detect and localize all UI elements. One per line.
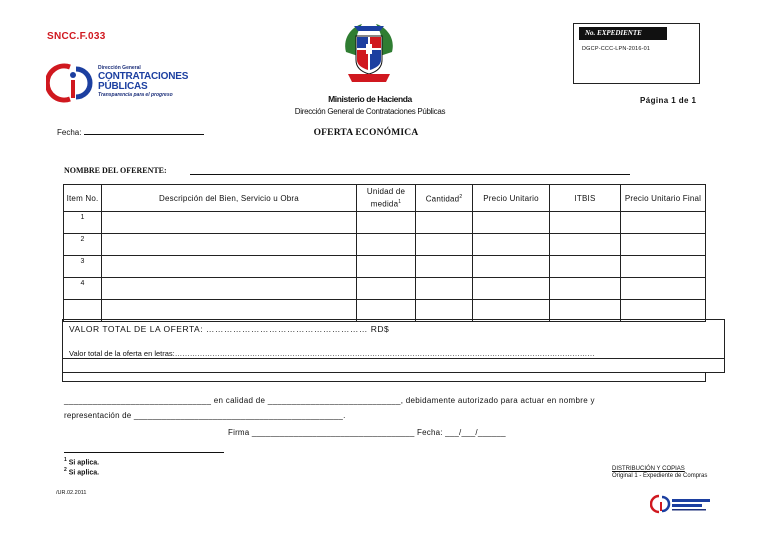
table-cell[interactable]: [102, 278, 357, 300]
fecha-label: Fecha:: [57, 128, 82, 137]
table-cell[interactable]: [550, 212, 621, 234]
table-cell[interactable]: [473, 278, 550, 300]
table-cell[interactable]: [102, 212, 357, 234]
table-cell[interactable]: [621, 256, 706, 278]
fecha-row: [57, 127, 204, 137]
table-row: [64, 278, 706, 300]
table-cell[interactable]: [357, 212, 416, 234]
table-cell[interactable]: [473, 256, 550, 278]
ministry-name: Ministerio de Hacienda: [328, 94, 412, 104]
table-cell[interactable]: [473, 234, 550, 256]
expediente-title: No. EXPEDIENTE: [579, 27, 667, 40]
item-number: 1: [64, 212, 102, 234]
table-cell[interactable]: [416, 256, 473, 278]
table-cell[interactable]: [416, 278, 473, 300]
oferente-label: NOMBRE DEL OFERENTE:: [64, 166, 167, 175]
table-cell[interactable]: [550, 234, 621, 256]
table-cell[interactable]: [550, 278, 621, 300]
distribution-line: Original 1 - Expediente de Compras: [612, 473, 708, 479]
table-row: [64, 256, 706, 278]
declaration-line-2: representación de _____________________________________________.: [64, 411, 346, 420]
table-cell[interactable]: [473, 212, 550, 234]
form-code: SNCC.F.033: [47, 31, 106, 42]
expediente-value: DGCP-CCC-LPN-2016-01: [582, 46, 651, 52]
total-box: [62, 319, 725, 373]
column-header: ITBIS: [550, 185, 621, 212]
table-row: [64, 212, 706, 234]
footnote-divider: [64, 452, 224, 453]
item-number: 4: [64, 278, 102, 300]
logo-line-contrataciones: CONTRATACIONES: [98, 71, 189, 82]
table-cell[interactable]: [102, 234, 357, 256]
table-cell[interactable]: [357, 256, 416, 278]
column-header: Precio Unitario: [473, 185, 550, 212]
total-letters-line: Valor total de la oferta en letras:……………………………………………………………………………………………………………………………………………………: [69, 349, 595, 358]
table-cell[interactable]: [416, 212, 473, 234]
table-header-row: [64, 185, 706, 212]
table-cell[interactable]: [416, 234, 473, 256]
document-title: OFERTA ECONÓMICA: [313, 128, 419, 138]
distribution-title: DISTRIBUCIÓN Y COPIAS: [612, 466, 685, 472]
item-number: 2: [64, 234, 102, 256]
table-cell[interactable]: [621, 234, 706, 256]
items-table: [63, 184, 706, 322]
logo-line-small: Dirección General: [98, 65, 141, 71]
total-value-line: VALOR TOTAL DE LA OFERTA: ……………………………………………… RD$: [69, 324, 390, 334]
item-number: 3: [64, 256, 102, 278]
dgcp-small-logo-icon: [650, 494, 714, 514]
column-header: Cantidad$^2$: [416, 185, 473, 212]
fecha-field[interactable]: [84, 127, 204, 135]
page-number: Página 1 de 1: [640, 96, 697, 105]
footnote-2: $^2$ Si aplica.: [64, 467, 100, 477]
table-row: [64, 234, 706, 256]
table-cell[interactable]: [621, 212, 706, 234]
signature-line: Firma ___________________________________ Fecha: ___/___/______: [228, 428, 506, 437]
oferente-field[interactable]: [190, 174, 630, 175]
blank-row: [62, 372, 706, 382]
dgcp-logo-icon: [46, 63, 98, 103]
table-cell[interactable]: [550, 256, 621, 278]
dgcp-logo: [46, 63, 189, 103]
column-header: Precio Unitario Final: [621, 185, 706, 212]
distribution-note: [612, 466, 707, 480]
expediente-box: [573, 23, 700, 84]
table-cell[interactable]: [357, 278, 416, 300]
column-header: Unidad de medida$^1$: [357, 185, 416, 212]
table-cell[interactable]: [102, 256, 357, 278]
table-cell[interactable]: [357, 234, 416, 256]
coat-of-arms-icon: [340, 22, 398, 86]
column-header: Item No.: [64, 185, 102, 212]
column-header: Descripción del Bien, Servicio u Obra: [102, 185, 357, 212]
footnote-1: $^1$ Si aplica.: [64, 457, 100, 467]
directorate-name: Dirección General de Contrataciones Públicas: [294, 107, 446, 116]
table-cell[interactable]: [621, 278, 706, 300]
logo-line-publicas: PÚBLICAS: [98, 81, 148, 92]
logo-tagline: Transparencia para el progreso: [98, 92, 173, 98]
declaration-line-1: _______________________________ en calidad de ____________________________, debidamente autorizado para actuar en nombre y: [64, 396, 595, 405]
divider: [63, 358, 724, 359]
footer-code: /UR.02.2011: [56, 490, 87, 496]
